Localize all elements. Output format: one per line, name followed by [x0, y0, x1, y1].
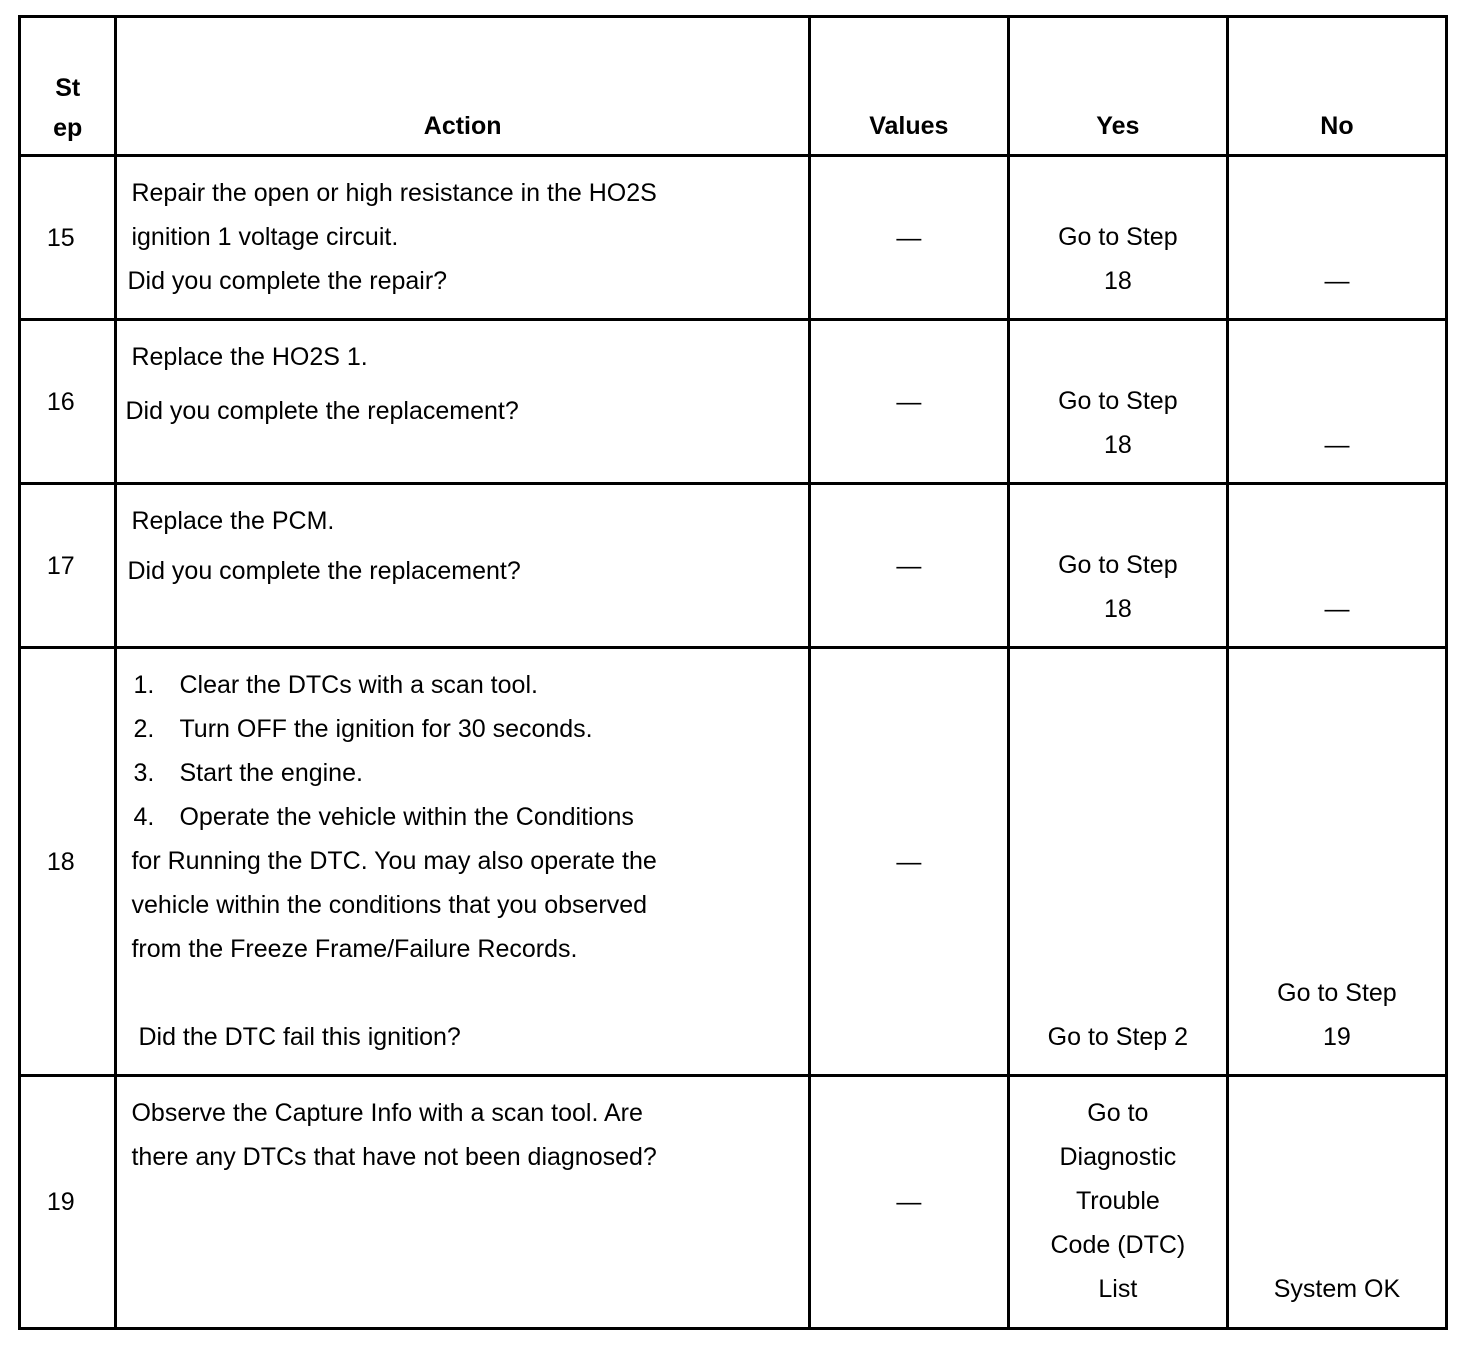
- step-cell: [20, 1076, 116, 1329]
- action-line: Repair the open or high resistance in the HO2S: [131, 179, 657, 207]
- action-line: ignition 1 voltage circuit.: [131, 223, 399, 251]
- step-cell: [20, 320, 116, 484]
- values-cell: [809, 320, 1008, 484]
- action-line: Replace the HO2S 1.: [131, 343, 368, 371]
- header-row: [20, 17, 1447, 156]
- action-line: Observe the Capture Info with a scan tool. Are: [131, 1099, 643, 1127]
- no-line: Go to Step: [1277, 979, 1397, 1007]
- yes-line: Go to Step 2: [1047, 1023, 1189, 1051]
- yes-cell: [1008, 1076, 1227, 1329]
- no-line: 19: [1323, 1023, 1351, 1051]
- table-row: [20, 1076, 1447, 1329]
- step-cell: [20, 484, 116, 648]
- header-step: [20, 17, 116, 156]
- table-row: [20, 484, 1447, 648]
- action-cell: [116, 484, 809, 648]
- no-cell: [1227, 320, 1446, 484]
- yes-line: Trouble: [1075, 1187, 1160, 1215]
- yes-cell: [1008, 648, 1227, 1076]
- yes-line: 18: [1103, 595, 1132, 623]
- values-dash: —: [896, 387, 922, 416]
- step-cell: [20, 648, 116, 1076]
- step-number: 19: [46, 1188, 75, 1216]
- header-step-line2: ep: [53, 114, 83, 142]
- action-cell: [116, 156, 809, 320]
- yes-line: Go to Step: [1058, 223, 1178, 251]
- header-yes: Yes: [1008, 17, 1227, 156]
- action-line: Did you complete the replacement?: [125, 397, 519, 425]
- list-number: 4.: [133, 803, 155, 831]
- list-number: 3.: [133, 759, 155, 787]
- list-number: 1.: [133, 671, 155, 699]
- list-text: Start the engine.: [179, 759, 363, 787]
- yes-line: Go to: [1087, 1099, 1149, 1127]
- values-dash: —: [896, 223, 922, 252]
- yes-line: Go to Step: [1058, 387, 1178, 415]
- action-cell: [116, 320, 809, 484]
- no-cell: [1227, 1076, 1446, 1329]
- step-number: 16: [46, 387, 75, 416]
- header-values: Values: [809, 17, 1008, 156]
- values-dash: —: [896, 847, 922, 876]
- yes-cell: [1008, 484, 1227, 648]
- step-number: 17: [46, 551, 75, 580]
- list-number: 2.: [133, 715, 155, 743]
- action-line: for Running the DTC. You may also operate the: [131, 847, 657, 875]
- no-cell: [1227, 648, 1446, 1076]
- yes-cell: [1008, 156, 1227, 320]
- yes-line: 18: [1103, 431, 1132, 459]
- list-text: Turn OFF the ignition for 30 seconds.: [179, 715, 593, 743]
- list-item: [117, 663, 807, 707]
- values-cell: [809, 156, 1008, 320]
- yes-cell: [1008, 320, 1227, 484]
- action-line: Did you complete the replacement?: [127, 557, 521, 585]
- yes-line: Code (DTC): [1050, 1231, 1186, 1259]
- yes-line: 18: [1103, 267, 1132, 295]
- values-dash: —: [896, 551, 922, 580]
- list-item: [117, 795, 807, 839]
- header-action: Action: [116, 17, 809, 156]
- yes-line: List: [1098, 1275, 1138, 1303]
- no-value: System OK: [1273, 1275, 1401, 1303]
- no-value: —: [1324, 431, 1350, 459]
- list-text: Clear the DTCs with a scan tool.: [179, 671, 538, 699]
- table-row: [20, 648, 1447, 1076]
- action-line: vehicle within the conditions that you observed: [131, 891, 648, 919]
- no-cell: [1227, 484, 1446, 648]
- step-number: 15: [46, 223, 75, 252]
- action-line: Replace the PCM.: [131, 507, 335, 535]
- values-cell: [809, 484, 1008, 648]
- no-cell: [1227, 156, 1446, 320]
- action-line: there any DTCs that have not been diagnosed?: [131, 1143, 657, 1171]
- values-cell: [809, 1076, 1008, 1329]
- action-line: from the Freeze Frame/Failure Records.: [131, 935, 578, 963]
- action-cell: [116, 648, 809, 1076]
- header-no: No: [1227, 17, 1446, 156]
- step-number: 18: [46, 847, 75, 876]
- values-dash: —: [896, 1188, 922, 1216]
- list-item: [117, 751, 807, 795]
- table-row: [20, 320, 1447, 484]
- action-question: Did the DTC fail this ignition?: [138, 1023, 461, 1051]
- list-text: Operate the vehicle within the Conditions: [179, 803, 634, 831]
- list-item: [117, 707, 807, 751]
- step-cell: [20, 156, 116, 320]
- yes-line: Go to Step: [1058, 551, 1178, 579]
- values-cell: [809, 648, 1008, 1076]
- diagnostic-table: [18, 15, 1448, 1330]
- header-step-line1: St: [55, 74, 81, 102]
- yes-line: Diagnostic: [1059, 1143, 1177, 1171]
- action-line: Did you complete the repair?: [127, 267, 448, 295]
- table-row: [20, 156, 1447, 320]
- no-value: —: [1324, 267, 1350, 295]
- action-cell: [116, 1076, 809, 1329]
- no-value: —: [1324, 595, 1350, 623]
